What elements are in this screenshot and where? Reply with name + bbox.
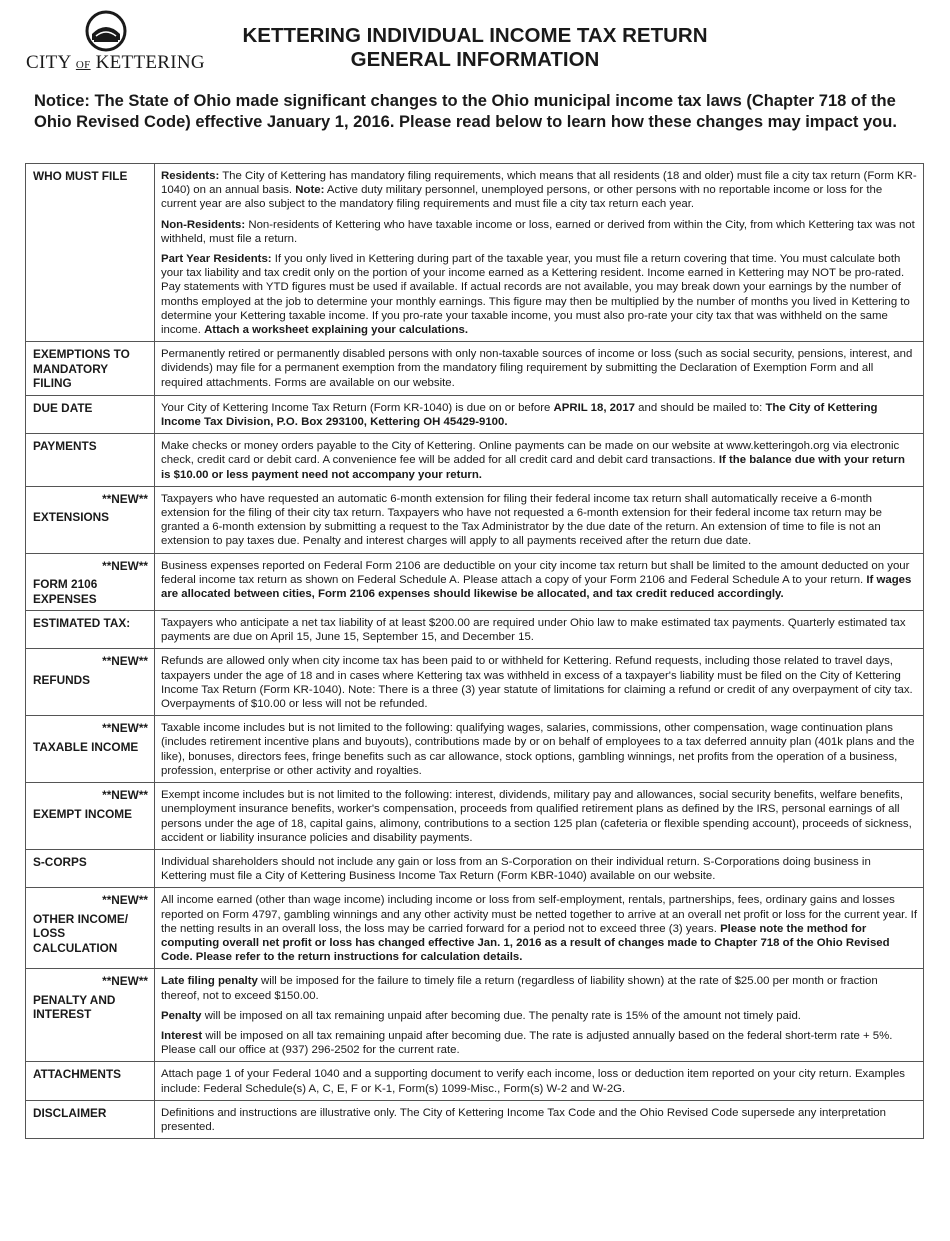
row-label: ATTACHMENTS bbox=[33, 1067, 122, 1082]
bold-text: If wages are allocated between cities, Form 2106 expenses should likewise be allocated, and tax credit reduced accordingly. bbox=[161, 573, 912, 600]
row-content-cell bbox=[155, 888, 924, 969]
bold-text: Please note the method for computing overall net profit or loss has changed effective Jan. 1, 2016 as a result of changes made to Chapter 718 of the Ohio Revised Code. Please refer to the return instructions for calculation details. bbox=[161, 922, 890, 964]
row-label: REFUNDS bbox=[33, 672, 91, 687]
body-text: Taxpayers who have requested an automatic 6-month extension for filing their federal income tax return shall automatically receive a 6-month extension for the filing of their city tax return. Taxpayers who have not requested a 6-month extension for their federal income tax return may be granted a 6-month extension by submitting a request to the Tax Administrator by the due date of the return. An extension of time to file is not an extension to pay taxes due. Penalty and interest charges will apply to all payments received after the return due date. bbox=[161, 492, 882, 548]
body-text: Permanently retired or permanently disabled persons with only non-taxable sources of income or loss (such as social security, pensions, interest, and dividends) may file for a permanent exemption from the mandatory filing requirement by submitting the Declaration of Exemption Form and all required attachments. Forms are available on our website. bbox=[161, 348, 913, 389]
body-text: If you only lived in Kettering during part of the taxable year, you must file a return covering that time. You must calculate both your tax liability and tax credit only on the portion of your income earned as a Kettering resident. Income earned in Kettering may NOT be pro-rated. Pay statements with YTD figures must be used if available. If actual records are not available, you may break down your earnings by the number of months employed at the job to determine your monthly earnings. This figure may then be multiplied by the number of months you lived in Kettering to determine your Kettering taxable income. If you pro-rate your taxable income, you must also pro-rate your city tax that was withheld on the same income. bbox=[161, 253, 910, 337]
row-label-cell bbox=[26, 342, 155, 396]
row-label: FORM 2106 EXPENSES bbox=[33, 577, 98, 606]
bold-text: The City of Kettering Income Tax Division, P.O. Box 293100, Kettering OH 45429-9100. bbox=[161, 401, 878, 428]
row-label-cell bbox=[26, 1062, 155, 1100]
row-paragraph bbox=[161, 974, 917, 1002]
row-paragraph bbox=[161, 401, 917, 429]
row-label: ESTIMATED TAX: bbox=[33, 616, 131, 631]
body-text: Your City of Kettering Income Tax Return (Form KR-1040) is due on or before bbox=[161, 401, 554, 414]
row-label-cell bbox=[26, 969, 155, 1062]
table-row bbox=[26, 434, 924, 487]
row-paragraph bbox=[161, 893, 917, 964]
row-content-cell bbox=[155, 164, 924, 342]
row-label-cell bbox=[26, 434, 155, 487]
row-paragraph bbox=[161, 1067, 917, 1095]
table-row bbox=[26, 611, 924, 649]
new-marker: **NEW** bbox=[102, 788, 148, 803]
body-text: Non-residents of Kettering who have taxable income or loss, earned or derived from within the City, from which Kettering tax was not withheld, must file a return. bbox=[161, 218, 915, 245]
body-text: Active duty military personnel, unemployed persons, or other persons with no reportable income or loss for the current year are also subject to the mandatory filing requirements and must file a city tax return each year. bbox=[161, 184, 883, 211]
row-label: OTHER INCOME/ LOSS CALCULATION bbox=[33, 911, 129, 955]
row-content-cell bbox=[155, 553, 924, 611]
row-label: S-CORPS bbox=[33, 854, 87, 869]
bold-text: Note: bbox=[295, 184, 325, 197]
row-label: WHO MUST FILE bbox=[33, 169, 128, 183]
bold-text: Interest bbox=[161, 1029, 203, 1042]
body-text: Make checks or money orders payable to the City of Kettering. Online payments can be made on our website at www.ketteringoh.org via electronic check, credit card or debit card. A convenience fee will be added for all credit card and debit card transactions. bbox=[161, 440, 900, 467]
notice-text: Notice: The State of Ohio made significant changes to the Ohio municipal income tax laws (Chapter 718 of the Ohio Revised Code) effective January 1, 2016. Please read below to learn how these changes may impact you. bbox=[34, 92, 897, 131]
new-marker: **NEW** bbox=[102, 654, 148, 669]
row-label: DISCLAIMER bbox=[33, 1105, 107, 1120]
row-content-cell bbox=[155, 486, 924, 553]
table-row bbox=[26, 716, 924, 783]
row-paragraph bbox=[161, 788, 917, 845]
table-row bbox=[26, 888, 924, 969]
row-paragraph bbox=[161, 1009, 917, 1023]
body-text: Attach page 1 of your Federal 1040 and a supporting document to verify each income, loss or deduction item reported on your city return. Examples include: Federal Schedule(s) A, C, E, F or K-1, Form(s) 1099-Misc., Form(s) W-2 and W-2G. bbox=[161, 1068, 905, 1095]
row-paragraph bbox=[161, 492, 917, 549]
table-row bbox=[26, 849, 924, 887]
table-row bbox=[26, 1062, 924, 1100]
row-paragraph bbox=[161, 347, 917, 390]
table-row bbox=[26, 164, 924, 342]
row-paragraph bbox=[161, 439, 917, 482]
body-text: Individual shareholders should not include any gain or loss from an S-Corporation on their individual return. S-Corporations doing business in Kettering must file a City of Kettering Business Income Tax Return (Form KBR-1040) available on our website. bbox=[161, 855, 871, 883]
body-text: Taxable income includes but is not limited to the following: qualifying wages, salaries, commissions, other compensation, wage continuation plans (includes retirement incentive plans and buyouts), contributions made by or on behalf of employees to a tax deferred annuity plan (401k plans and the like), bonuses, directors fees, fringe benefits such as car allowance, stock options, gambling winnings, net profits from the operation of a business, profession, enterprise or other activity and royalties. bbox=[161, 722, 915, 777]
new-marker: **NEW** bbox=[102, 558, 148, 573]
bold-text: Part Year Residents: bbox=[161, 253, 272, 266]
bold-text: Residents: bbox=[161, 170, 220, 182]
title-line-1: KETTERING INDIVIDUAL INCOME TAX RETURN bbox=[242, 24, 708, 47]
body-text: All income earned (other than wage income) including income or loss from self-employment, rentals, partnerships, fees, ordinary gains and losses reported on Form 4797, gambling winnings and any other activity must be netted together to arrive at an overall net profit or loss for the current year. If the netting results in an overall loss, the loss may be carried forward for a period not to exceed three (3) years. bbox=[161, 894, 917, 935]
row-label-cell bbox=[26, 716, 155, 783]
row-label: EXEMPT INCOME bbox=[33, 806, 132, 821]
row-label-cell bbox=[26, 553, 155, 611]
body-text: Refunds are allowed only when city income tax has been paid to or withheld for Kettering. Refund requests, including those related to travel days, taxpayers under the age of 18 and in cases where Kettering tax was withheld in excess of a taxpayer's liability must be filed on the City of Kettering Income Tax Return (Form KR-1040). Note: There is a three (3) year statute of limitations for claiming a refund or credit of any overpayment of city tax. Overpayments of $10.00 or less will not be refunded. bbox=[161, 655, 913, 711]
row-label-cell bbox=[26, 395, 155, 433]
table-row bbox=[26, 649, 924, 716]
row-label: EXTENSIONS bbox=[33, 510, 110, 525]
new-marker: **NEW** bbox=[102, 721, 148, 736]
row-paragraph bbox=[161, 169, 917, 212]
row-label-cell bbox=[26, 486, 155, 553]
new-marker: **NEW** bbox=[102, 974, 148, 989]
body-text: Definitions and instructions are illustrative only. The City of Kettering Income Tax Code and the Ohio Revised Code supersede any interpretation presented. bbox=[161, 1106, 886, 1133]
row-label-cell bbox=[26, 1100, 155, 1138]
bold-text: Late filing penalty bbox=[161, 975, 258, 988]
row-label-cell bbox=[26, 783, 155, 850]
row-content-cell bbox=[155, 1062, 924, 1100]
row-content-cell bbox=[155, 1100, 924, 1138]
bold-text: Attach a worksheet explaining your calculations. bbox=[204, 324, 469, 337]
body-text: will be imposed on all tax remaining unpaid after becoming due. The rate is adjusted annually based on the federal short-term rate + 5%. Please call our office at (937) 296-2502 for the current rate. bbox=[161, 1029, 893, 1057]
table-row bbox=[26, 1100, 924, 1138]
logo-wordmark: CITY OF KETTERING bbox=[26, 52, 205, 73]
row-label-cell bbox=[26, 611, 155, 649]
row-label: PAYMENTS bbox=[33, 439, 97, 454]
body-text: Taxpayers who anticipate a net tax liability of at least $200.00 are required under Ohio law to make estimated tax payments. Quarterly estimated tax payments are due on April 15, June 15, September 15, and December 15. bbox=[161, 617, 906, 644]
row-paragraph bbox=[161, 559, 917, 602]
row-paragraph bbox=[161, 616, 917, 644]
page-title bbox=[190, 24, 760, 72]
table-row bbox=[26, 783, 924, 850]
row-label-cell bbox=[26, 849, 155, 887]
row-paragraph bbox=[161, 218, 917, 246]
new-marker: **NEW** bbox=[102, 893, 148, 908]
table-row bbox=[26, 395, 924, 433]
row-label: TAXABLE INCOME bbox=[33, 739, 139, 754]
body-text: Business expenses reported on Federal Form 2106 are deductible on your city income tax return but shall be limited to the amount deducted on your federal income tax return as shown on Federal Schedule A. Please attach a copy of your Form 2106 and Federal Schedule A to your return. bbox=[161, 559, 910, 586]
city-logo bbox=[26, 10, 205, 73]
row-content-cell bbox=[155, 649, 924, 716]
row-paragraph bbox=[161, 654, 917, 711]
body-text: The City of Kettering has mandatory filing requirements, which means that all residents (18 and older) must file a city tax return (Form KR-1040) on an annual basis. bbox=[161, 170, 917, 197]
bold-text: If the balance due with your return is $10.00 or less payment need not accompany your return. bbox=[161, 454, 905, 481]
body-text: will be imposed for the failure to timely file a return (regardless of liability shown) at the rate of $25.00 per month or fraction thereof, not to exceed $150.00. bbox=[161, 975, 878, 1002]
row-content-cell bbox=[155, 716, 924, 783]
table-row bbox=[26, 553, 924, 611]
row-content-cell bbox=[155, 395, 924, 433]
row-label-cell bbox=[26, 888, 155, 969]
info-table bbox=[25, 163, 924, 1139]
row-label-cell bbox=[26, 164, 155, 342]
body-text: Exempt income includes but is not limited to the following: interest, dividends, military pay and allowances, social security benefits, welfare benefits, unemployment insurance benefits, worker's compensation, proceeds from qualified retirement plans as defined by the IRS, personal earnings of all persons under the age of 18, capital gains, alimony, contributions to a section 125 plan (cafeteria or flexible spending account), proceeds of sickness, accident or liability insurance policies and disability payments. bbox=[161, 789, 912, 844]
title-line-2: GENERAL INFORMATION bbox=[350, 48, 600, 71]
row-content-cell bbox=[155, 969, 924, 1062]
table-row bbox=[26, 342, 924, 396]
body-text: will be imposed on all tax remaining unpaid after becoming due. The penalty rate is 15% of the amount not timely paid. bbox=[201, 1009, 801, 1022]
bold-text: APRIL 18, 2017 bbox=[553, 401, 636, 414]
row-content-cell bbox=[155, 783, 924, 850]
table-row bbox=[26, 486, 924, 553]
row-label-cell bbox=[26, 649, 155, 716]
city-emblem-icon bbox=[74, 10, 138, 52]
row-content-cell bbox=[155, 611, 924, 649]
row-content-cell bbox=[155, 342, 924, 396]
bold-text: Non-Residents: bbox=[161, 218, 246, 231]
new-marker: **NEW** bbox=[102, 491, 148, 506]
row-label: EXEMPTIONS TO MANDATORY FILING bbox=[33, 347, 130, 391]
row-content-cell bbox=[155, 434, 924, 487]
row-content-cell bbox=[155, 849, 924, 887]
row-paragraph bbox=[161, 1106, 917, 1134]
row-label: PENALTY AND INTEREST bbox=[33, 992, 116, 1022]
row-paragraph bbox=[161, 252, 917, 337]
row-paragraph bbox=[161, 855, 917, 883]
row-paragraph bbox=[161, 1029, 917, 1057]
body-text: and should be mailed to: bbox=[635, 401, 766, 414]
row-paragraph bbox=[161, 721, 917, 778]
table-row bbox=[26, 969, 924, 1062]
row-label: DUE DATE bbox=[33, 400, 93, 415]
bold-text: Penalty bbox=[161, 1009, 202, 1022]
